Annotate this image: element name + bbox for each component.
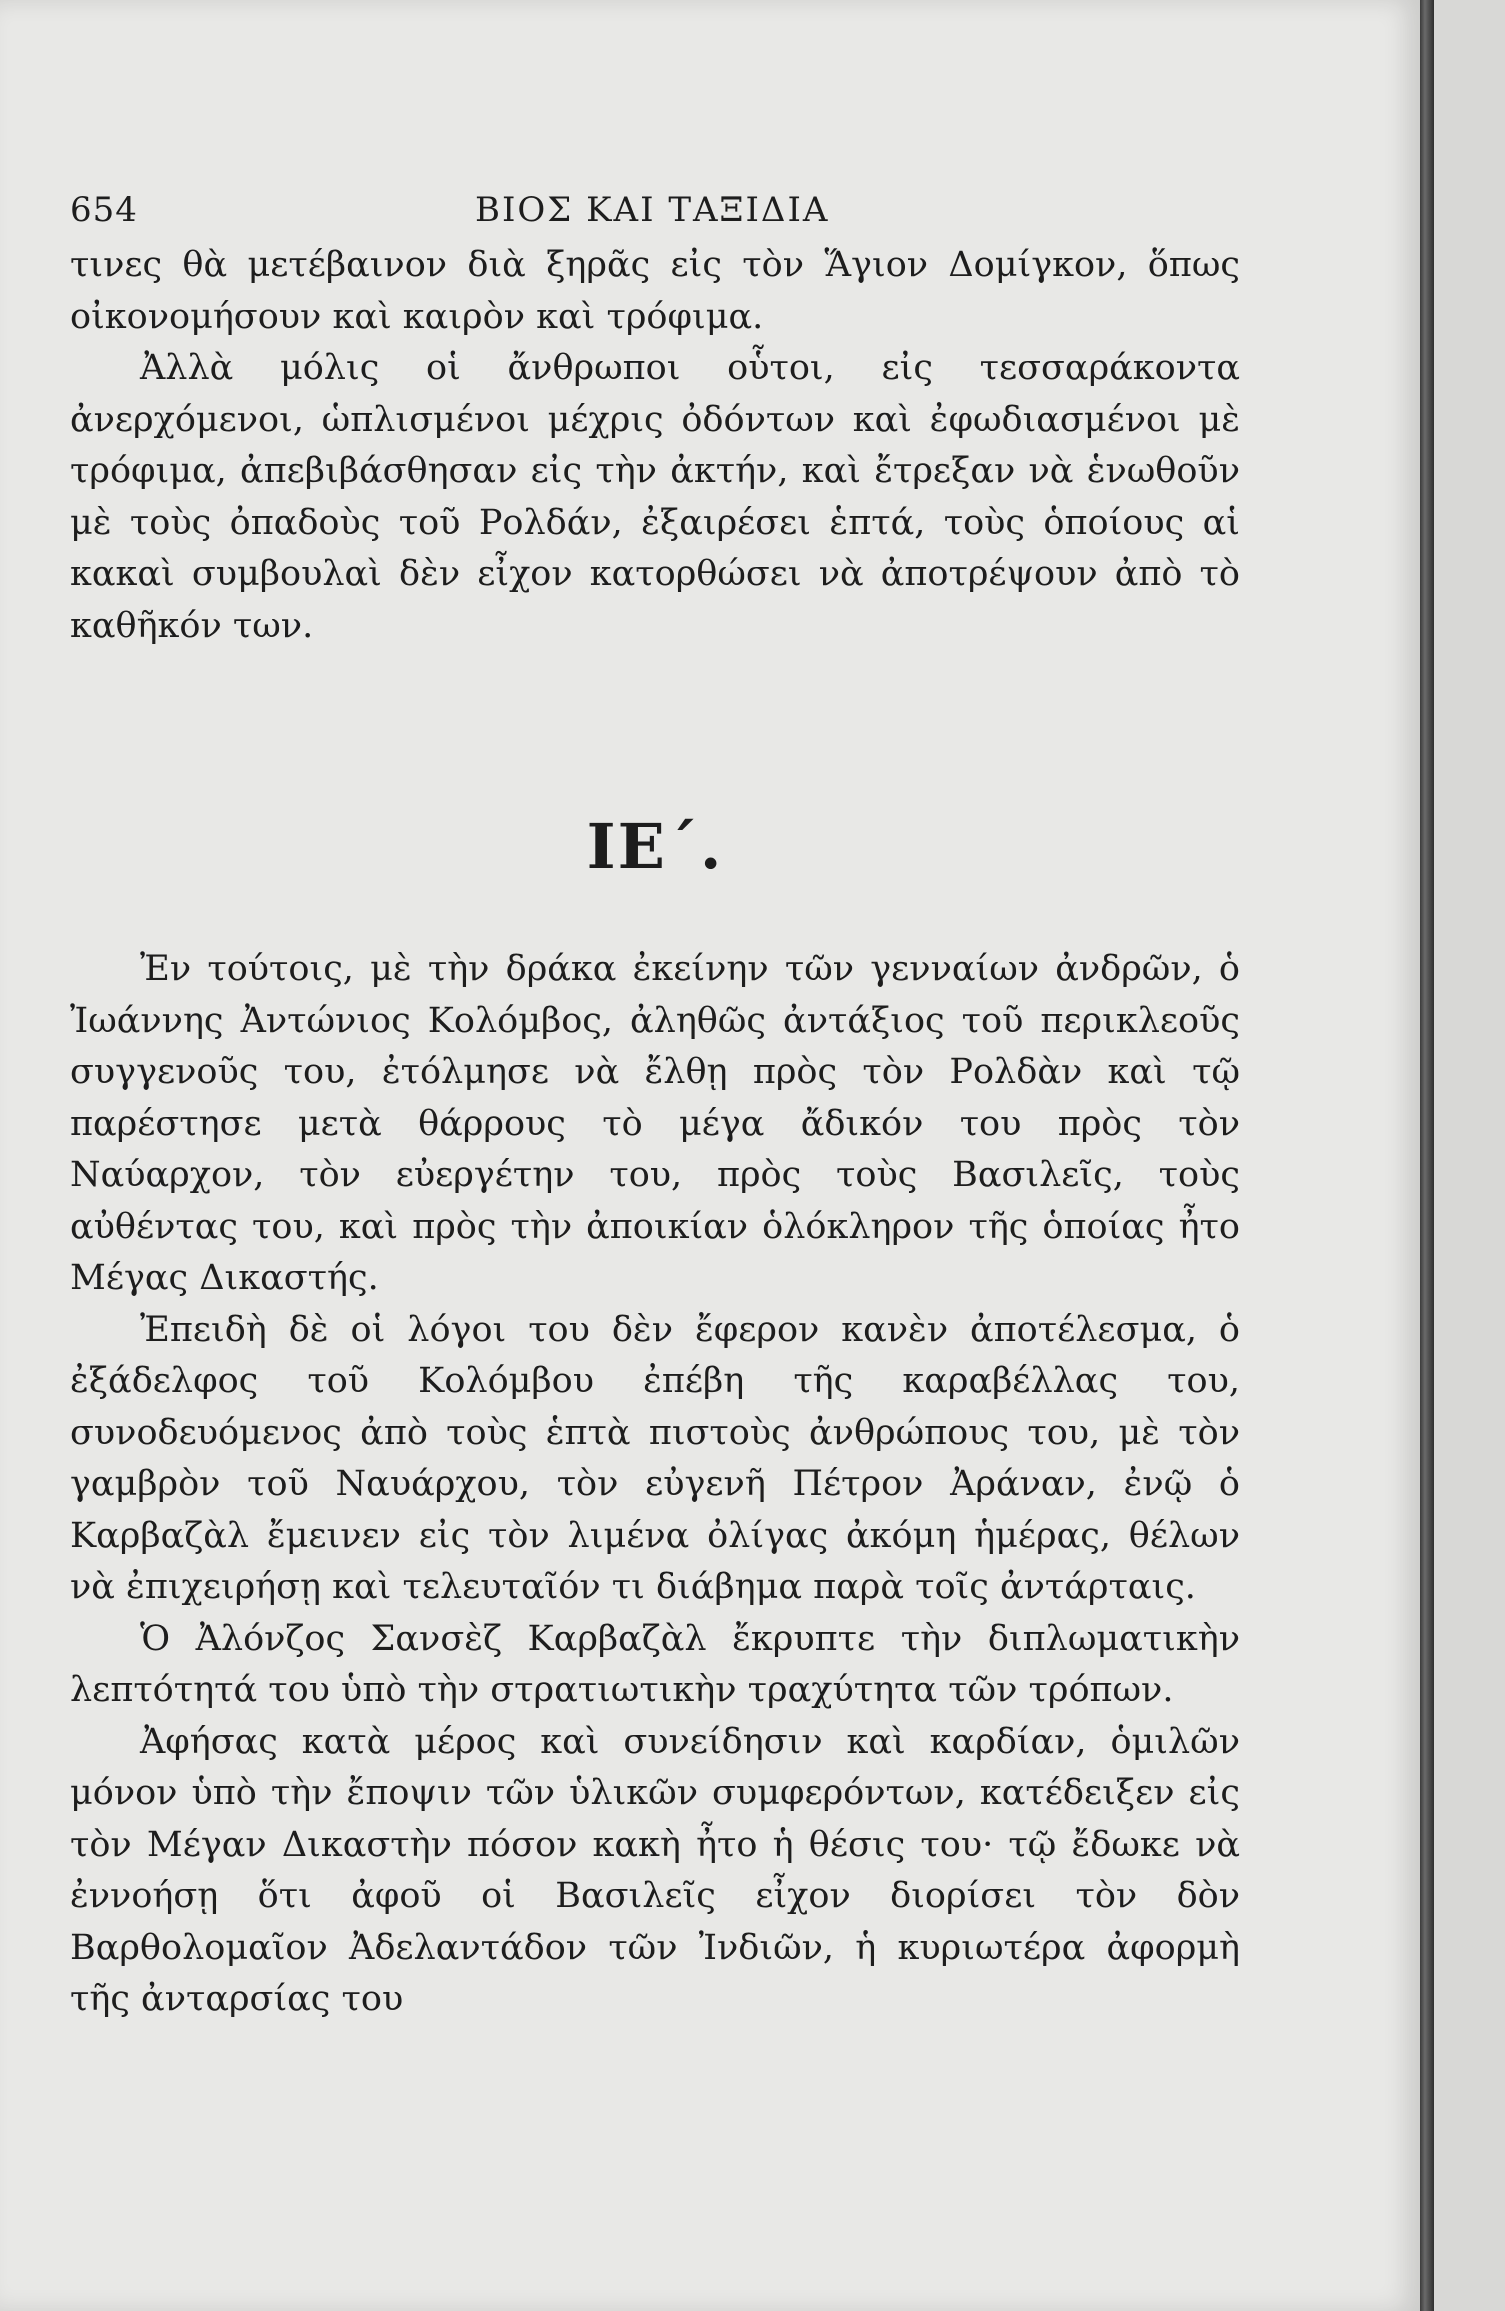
page-edge-shadow: [1420, 0, 1434, 2311]
paragraph-3: Ἐν τούτοις, μὲ τὴν δράκα ἐκείνην τῶν γενναίων ἀνδρῶν, ὁ Ἰωάννης Ἀντώνιος Κολόμβος, ἀληθῶς ἀντάξιος τοῦ περικλεοῦς συγγενοῦς του, ἐτόλμησε νὰ ἔλθῃ πρὸς τὸν Ρολδὰν καὶ τῷ παρέστησε μετὰ θάρρους τὸ μέγα ἄδικόν του πρὸς τὸν Ναύαρχον, τὸν εὐεργέτην του, πρὸς τοὺς Βασιλεῖς, τοὺς αὐθέντας του, καὶ πρὸς τὴν ἀποικίαν ὁλόκληρον τῆς ὁποίας ἦτο Μέγας Δικαστής.: [70, 949, 1240, 1298]
paragraph-2: Ἀλλὰ μόλις οἱ ἄνθρωποι οὗτοι, εἰς τεσσαράκοντα ἀνερχόμενοι, ὡπλισμένοι μέχρις ὀδόντων καὶ ἐφωδιασμένοι μὲ τρόφιμα, ἀπεβιβάσθησαν εἰς τὴν ἀκτήν, καὶ ἔτρεξαν νὰ ἑνωθοῦν μὲ τοὺς ὀπαδοὺς τοῦ Ρολδάν, ἐξαιρέσει ἑπτά, τοὺς ὁποίους αἱ κακαὶ συμβουλαὶ δὲν εἶχον κατορθώσει νὰ ἀποτρέψουν ἀπὸ τὸ καθῆκόν των.: [70, 348, 1240, 646]
paragraph-6: Ἀφήσας κατὰ μέρος καὶ συνείδησιν καὶ καρδίαν, ὁμιλῶν μόνον ὑπὸ τὴν ἔποψιν τῶν ὑλικῶν συμφερόντων, κατέδειξεν εἰς τὸν Μέγαν Δικαστὴν πόσον κακὴ ἦτο ἡ θέσις του· τῷ ἔδωκε νὰ ἐννοήσῃ ὅτι ἀφοῦ οἱ Βασιλεῖς εἶχον διορίσει τὸν δὸν Βαρθολομαῖον Ἀδελαντάδον τῶν Ἰνδιῶν, ἡ κυριωτέρα ἀφορμὴ τῆς ἀνταρσίας του: [70, 1721, 1240, 2019]
page-number: 654: [70, 190, 138, 230]
paragraph-5: Ὁ Ἀλόνζος Σανσὲζ Καρβαζὰλ ἔκρυπτε τὴν διπλωματικὴν λεπτότητά του ὑπὸ τὴν στρατιωτικὴν τραχύτητα τῶν τρόπων.: [70, 1618, 1240, 1710]
running-head: ΒΙΟΣ ΚΑΙ ΤΑΞΙΔΙΑ: [475, 190, 830, 230]
paragraph-4: Ἐπειδὴ δὲ οἱ λόγοι του δὲν ἔφερον κανὲν ἀποτέλεσμα, ὁ ἐξάδελφος τοῦ Κολόμβου ἐπέβη τῆς καραβέλλας του, συνοδευόμενος ἀπὸ τοὺς ἑπτὰ πιστοὺς ἀνθρώπους του, μὲ τὸν γαμβρὸν τοῦ Ναυάρχου, τὸν εὐγενῆ Πέτρον Ἀράναν, ἐνῷ ὁ Καρβαζὰλ ἔμεινεν εἰς τὸν λιμένα ὀλίγας ἀκόμη ἡμέρας, θέλων νὰ ἐπιχειρήσῃ καὶ τελευταῖόν τι διάβημα παρὰ τοῖς ἀντάρταις.: [70, 1309, 1240, 1607]
facing-page-margin: [1434, 0, 1505, 2311]
page-header: [70, 180, 1240, 240]
paragraph-1: τινες θὰ μετέβαινον διὰ ξηρᾶς εἰς τὸν Ἅγιον Δομίγκον, ὅπως οἰκονομήσουν καὶ καιρὸν καὶ τρόφιμα.: [70, 245, 1240, 337]
section-title: ΙΕ΄.: [586, 810, 724, 883]
page-content: [70, 180, 1240, 2026]
